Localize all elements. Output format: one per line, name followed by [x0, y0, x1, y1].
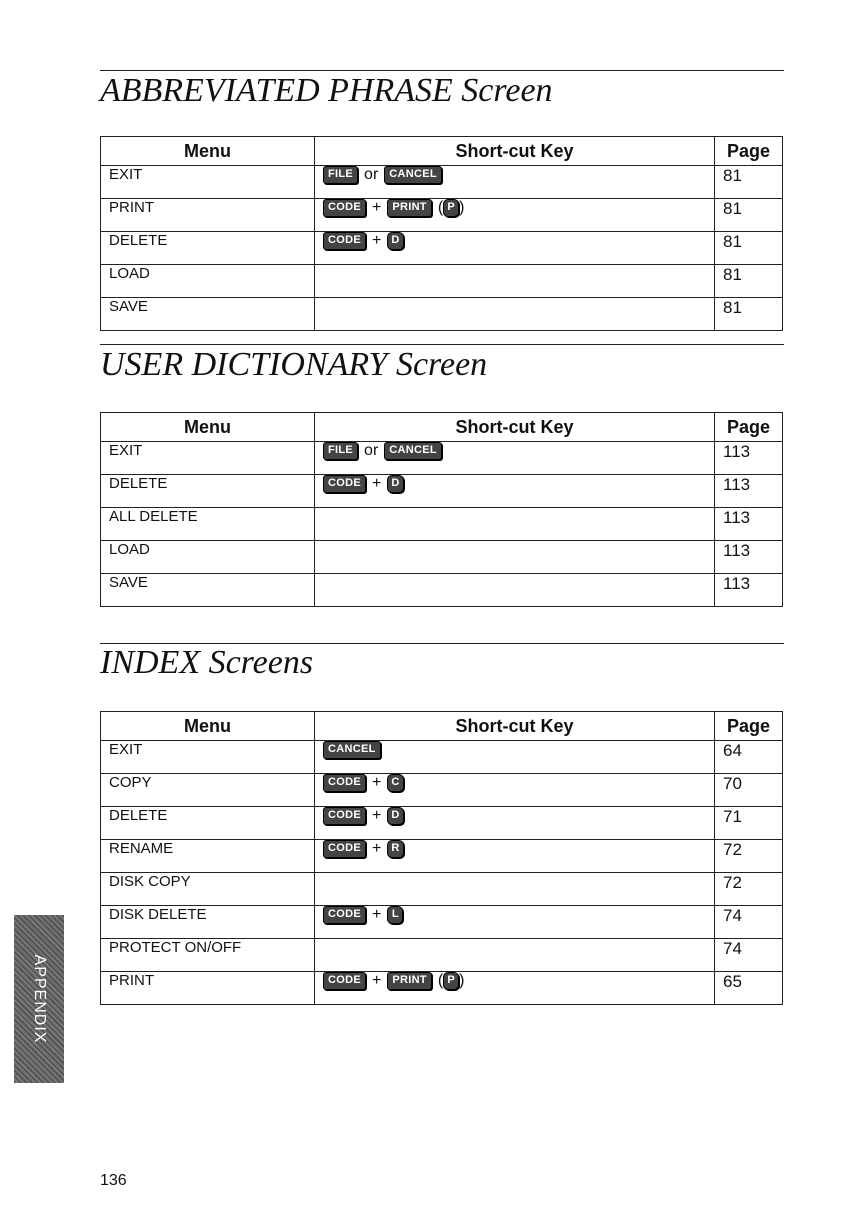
- page-reference: 113: [715, 508, 783, 541]
- key-cancel-icon: CANCEL: [384, 166, 442, 184]
- shortcut-keys: [315, 807, 715, 840]
- key-code-icon: CODE: [323, 840, 366, 858]
- page-reference: 113: [715, 574, 783, 607]
- column-header-shortcut: Short-cut Key: [315, 137, 715, 166]
- key-code-icon: CODE: [323, 906, 366, 924]
- shortcut-keys: [315, 774, 715, 807]
- shortcut-keys: [315, 741, 715, 774]
- plus-sign: +: [371, 199, 382, 216]
- menu-item-label: LOAD: [101, 265, 315, 298]
- page-reference: 113: [715, 442, 783, 475]
- menu-item-label: DISK DELETE: [101, 906, 315, 939]
- key-d-icon: D: [387, 475, 403, 493]
- key-c-icon: C: [387, 774, 403, 792]
- plus-sign: +: [371, 972, 382, 989]
- shortcut-keys: [315, 232, 715, 265]
- shortcut-keys: [315, 840, 715, 873]
- menu-item-label: DISK COPY: [101, 873, 315, 906]
- shortcut-keys: [315, 166, 715, 199]
- column-header-page: Page: [715, 413, 783, 442]
- menu-item-label: ALL DELETE: [101, 508, 315, 541]
- table-row: [101, 232, 783, 265]
- key-separator: or: [364, 166, 379, 183]
- shortcut-table: [100, 711, 783, 1005]
- menu-item-label: SAVE: [101, 298, 315, 331]
- shortcut-table: [100, 412, 783, 607]
- page-reference: 81: [715, 265, 783, 298]
- page-reference: 72: [715, 873, 783, 906]
- menu-item-label: PRINT: [101, 199, 315, 232]
- menu-item-label: LOAD: [101, 541, 315, 574]
- appendix-tab-label: APPENDIX: [31, 954, 48, 1044]
- open-paren: (: [437, 199, 444, 216]
- plus-sign: +: [371, 906, 382, 923]
- table-row: [101, 442, 783, 475]
- close-paren: ): [459, 972, 465, 989]
- shortcut-keys: [315, 972, 715, 1005]
- page-reference: 72: [715, 840, 783, 873]
- key-print-icon: PRINT: [387, 199, 432, 217]
- table-row: [101, 840, 783, 873]
- menu-item-label: RENAME: [101, 840, 315, 873]
- column-header-menu: Menu: [101, 413, 315, 442]
- key-d-icon: D: [387, 232, 403, 250]
- shortcut-keys: [315, 906, 715, 939]
- column-header-page: Page: [715, 137, 783, 166]
- key-code-icon: CODE: [323, 807, 366, 825]
- page-reference: 74: [715, 906, 783, 939]
- page-reference: 64: [715, 741, 783, 774]
- section-rule: [100, 344, 784, 345]
- menu-item-label: DELETE: [101, 475, 315, 508]
- plus-sign: +: [371, 232, 382, 249]
- page-reference: 113: [715, 541, 783, 574]
- shortcut-keys: [315, 508, 715, 541]
- section-rule: [100, 70, 784, 71]
- menu-item-label: EXIT: [101, 166, 315, 199]
- key-p-icon: P: [443, 972, 459, 990]
- menu-item-label: DELETE: [101, 232, 315, 265]
- key-code-icon: CODE: [323, 475, 366, 493]
- section-title: INDEX Screens: [100, 644, 314, 681]
- column-header-menu: Menu: [101, 137, 315, 166]
- key-cancel-icon: CANCEL: [384, 442, 442, 460]
- table-row: [101, 298, 783, 331]
- column-header-shortcut: Short-cut Key: [315, 413, 715, 442]
- shortcut-keys: [315, 265, 715, 298]
- table-row: [101, 265, 783, 298]
- page-reference: 74: [715, 939, 783, 972]
- table-row: [101, 166, 783, 199]
- table-row: [101, 906, 783, 939]
- shortcut-keys: [315, 541, 715, 574]
- key-file-icon: FILE: [323, 166, 358, 184]
- page-number: 136: [100, 1172, 127, 1189]
- key-code-icon: CODE: [323, 972, 366, 990]
- page-reference: 71: [715, 807, 783, 840]
- key-r-icon: R: [387, 840, 403, 858]
- shortcut-keys: [315, 939, 715, 972]
- column-header-page: Page: [715, 712, 783, 741]
- page-reference: 81: [715, 199, 783, 232]
- table-row: [101, 475, 783, 508]
- key-code-icon: CODE: [323, 774, 366, 792]
- table-row: [101, 741, 783, 774]
- key-l-icon: L: [387, 906, 403, 924]
- section-title: USER DICTIONARY Screen: [100, 346, 488, 383]
- key-code-icon: CODE: [323, 199, 366, 217]
- shortcut-keys: [315, 574, 715, 607]
- appendix-tab: [14, 915, 64, 1083]
- page-reference: 113: [715, 475, 783, 508]
- menu-item-label: EXIT: [101, 442, 315, 475]
- table-row: [101, 199, 783, 232]
- page-reference: 81: [715, 298, 783, 331]
- table-row: [101, 541, 783, 574]
- open-paren: (: [437, 972, 444, 989]
- shortcut-table: [100, 136, 783, 331]
- menu-item-label: DELETE: [101, 807, 315, 840]
- plus-sign: +: [371, 807, 382, 824]
- key-separator: or: [364, 442, 379, 459]
- key-cancel-icon: CANCEL: [323, 741, 381, 759]
- menu-item-label: SAVE: [101, 574, 315, 607]
- menu-item-label: PRINT: [101, 972, 315, 1005]
- page-reference: 65: [715, 972, 783, 1005]
- column-header-shortcut: Short-cut Key: [315, 712, 715, 741]
- plus-sign: +: [371, 774, 382, 791]
- table-row: [101, 574, 783, 607]
- table-row: [101, 939, 783, 972]
- plus-sign: +: [371, 475, 382, 492]
- key-print-icon: PRINT: [387, 972, 432, 990]
- section-title: ABBREVIATED PHRASE Screen: [100, 72, 553, 109]
- close-paren: ): [459, 199, 465, 216]
- page-reference: 81: [715, 166, 783, 199]
- table-row: [101, 972, 783, 1005]
- shortcut-keys: [315, 475, 715, 508]
- column-header-menu: Menu: [101, 712, 315, 741]
- shortcut-keys: [315, 298, 715, 331]
- table-row: [101, 807, 783, 840]
- shortcut-keys: [315, 199, 715, 232]
- key-d-icon: D: [387, 807, 403, 825]
- shortcut-keys: [315, 873, 715, 906]
- page-reference: 81: [715, 232, 783, 265]
- key-code-icon: CODE: [323, 232, 366, 250]
- plus-sign: +: [371, 840, 382, 857]
- shortcut-keys: [315, 442, 715, 475]
- key-file-icon: FILE: [323, 442, 358, 460]
- table-row: [101, 508, 783, 541]
- table-row: [101, 774, 783, 807]
- key-p-icon: P: [443, 199, 459, 217]
- page-reference: 70: [715, 774, 783, 807]
- table-row: [101, 873, 783, 906]
- menu-item-label: EXIT: [101, 741, 315, 774]
- menu-item-label: PROTECT ON/OFF: [101, 939, 315, 972]
- menu-item-label: COPY: [101, 774, 315, 807]
